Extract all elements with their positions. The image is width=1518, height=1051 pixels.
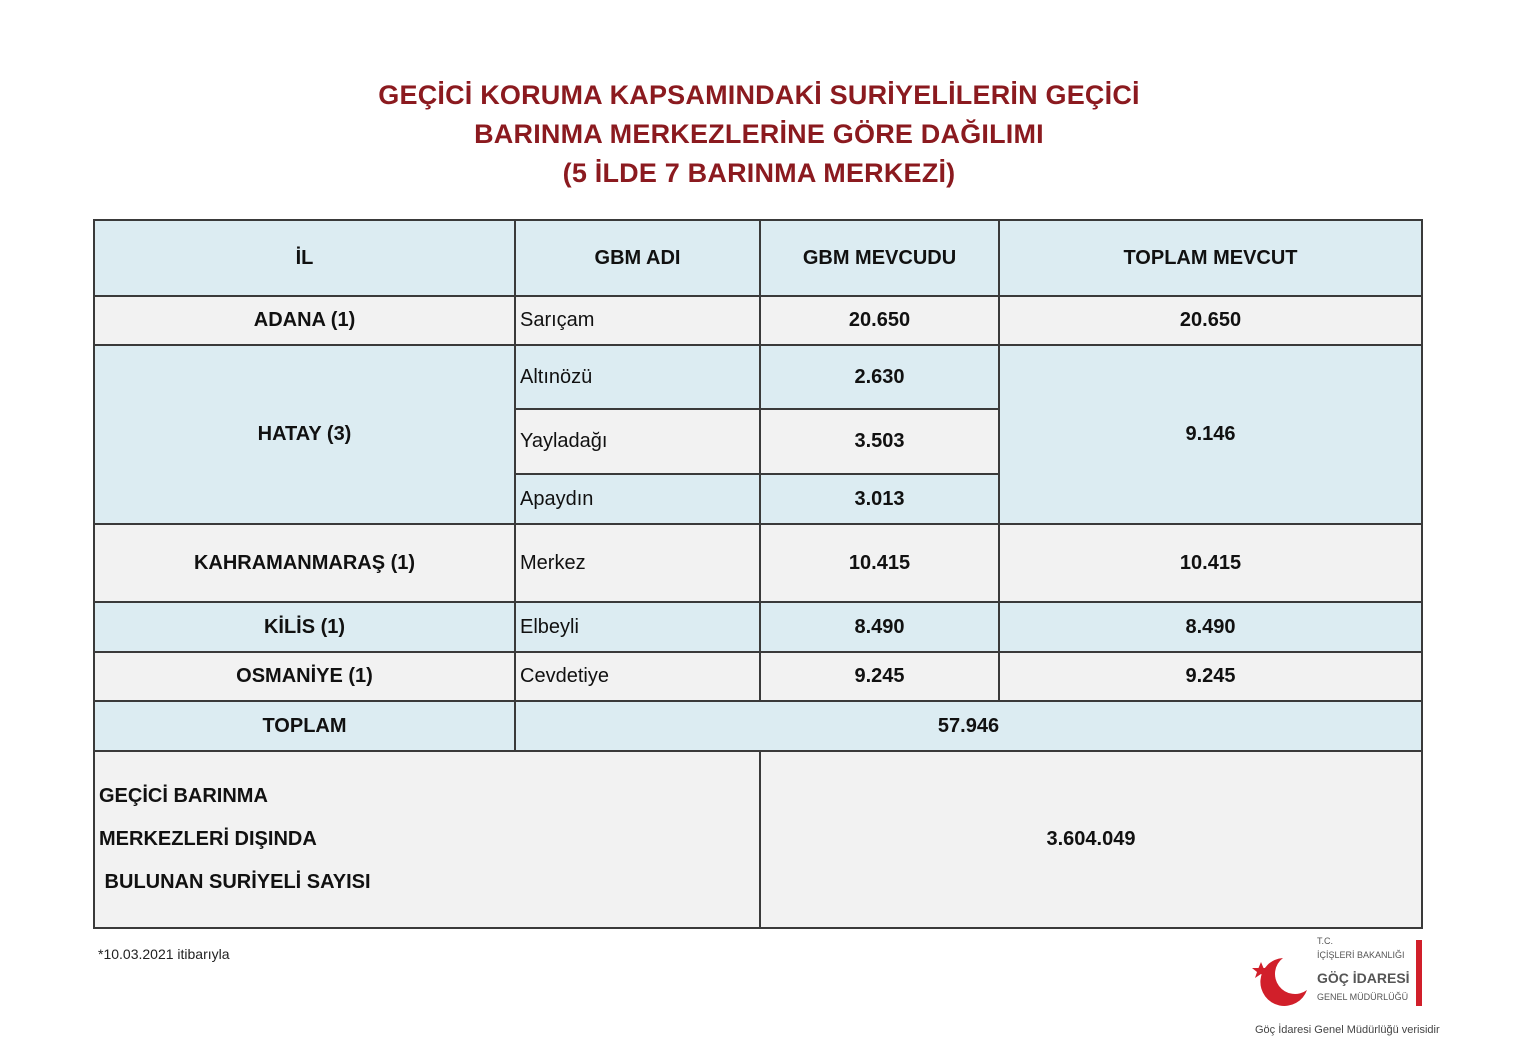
gbm-name-cell: Altınözü xyxy=(515,345,760,409)
logo-line-1: T.C. xyxy=(1317,936,1334,946)
total-row xyxy=(94,701,1422,751)
table-row xyxy=(94,524,1422,602)
gbm-name-cell: Yayladağı xyxy=(515,409,760,474)
total-count-cell: 20.650 xyxy=(999,296,1422,345)
il-cell: KAHRAMANMARAŞ (1) xyxy=(94,524,515,602)
gbm-name-cell: Apaydın xyxy=(515,474,760,524)
gbm-count-cell: 9.245 xyxy=(760,652,999,701)
il-cell: OSMANİYE (1) xyxy=(94,652,515,701)
gbm-count-cell: 10.415 xyxy=(760,524,999,602)
title-line-1: GEÇİCİ KORUMA KAPSAMINDAKİ SURİYELİLERİN GEÇİCİ xyxy=(378,80,1140,110)
gbm-count-cell: 3.503 xyxy=(760,409,999,474)
gbm-name-cell: Cevdetiye xyxy=(515,652,760,701)
gbm-name-cell: Merkez xyxy=(515,524,760,602)
header-gbm-adi: GBM ADI xyxy=(515,220,760,296)
crescent-star-icon xyxy=(1249,952,1313,1008)
distribution-table xyxy=(93,219,1423,929)
title-line-2: BARINMA MERKEZLERİNE GÖRE DAĞILIMI xyxy=(474,119,1044,149)
header-gbm-mevcudu: GBM MEVCUDU xyxy=(760,220,999,296)
total-count-cell: 8.490 xyxy=(999,602,1422,652)
header-row xyxy=(94,220,1422,296)
total-value: 57.946 xyxy=(515,701,1422,751)
table-row xyxy=(94,602,1422,652)
logo-name: GÖÇ İDARESİ xyxy=(1317,970,1410,986)
gbm-name-cell: Sarıçam xyxy=(515,296,760,345)
logo-red-bar xyxy=(1416,940,1422,1006)
header-toplam-mevcut: TOPLAM MEVCUT xyxy=(999,220,1422,296)
logo-caption: Göç İdaresi Genel Müdürlüğü verisidir xyxy=(1255,1024,1440,1036)
gbm-count-cell: 3.013 xyxy=(760,474,999,524)
goc-idaresi-logo xyxy=(1245,936,1440,1046)
outside-label-line: BULUNAN SURİYELİ SAYISI xyxy=(99,871,371,893)
table-row xyxy=(94,345,1422,409)
total-count-cell: 10.415 xyxy=(999,524,1422,602)
title-line-3: (5 İLDE 7 BARINMA MERKEZİ) xyxy=(562,158,956,188)
total-label: TOPLAM xyxy=(94,701,515,751)
header-il: İL xyxy=(94,220,515,296)
outside-label xyxy=(94,751,760,928)
gbm-count-cell: 20.650 xyxy=(760,296,999,345)
outside-row xyxy=(94,751,1422,928)
il-cell: HATAY (3) xyxy=(94,345,515,524)
il-cell: KİLİS (1) xyxy=(94,602,515,652)
logo-line-4: GENEL MÜDÜRLÜĞÜ xyxy=(1317,992,1409,1002)
il-cell: ADANA (1) xyxy=(94,296,515,345)
logo-line-2: İÇİŞLERİ BAKANLIĞI xyxy=(1317,950,1405,960)
table-row xyxy=(94,652,1422,701)
page-title xyxy=(0,76,1518,193)
gbm-name-cell: Elbeyli xyxy=(515,602,760,652)
outside-label-line: MERKEZLERİ DIŞINDA xyxy=(99,828,317,850)
footnote: *10.03.2021 itibarıyla xyxy=(98,946,230,962)
outside-value: 3.604.049 xyxy=(760,751,1422,928)
gbm-count-cell: 8.490 xyxy=(760,602,999,652)
table-row xyxy=(94,296,1422,345)
total-count-cell: 9.146 xyxy=(999,345,1422,524)
gbm-count-cell: 2.630 xyxy=(760,345,999,409)
total-count-cell: 9.245 xyxy=(999,652,1422,701)
outside-label-line: GEÇİCİ BARINMA xyxy=(99,785,268,807)
